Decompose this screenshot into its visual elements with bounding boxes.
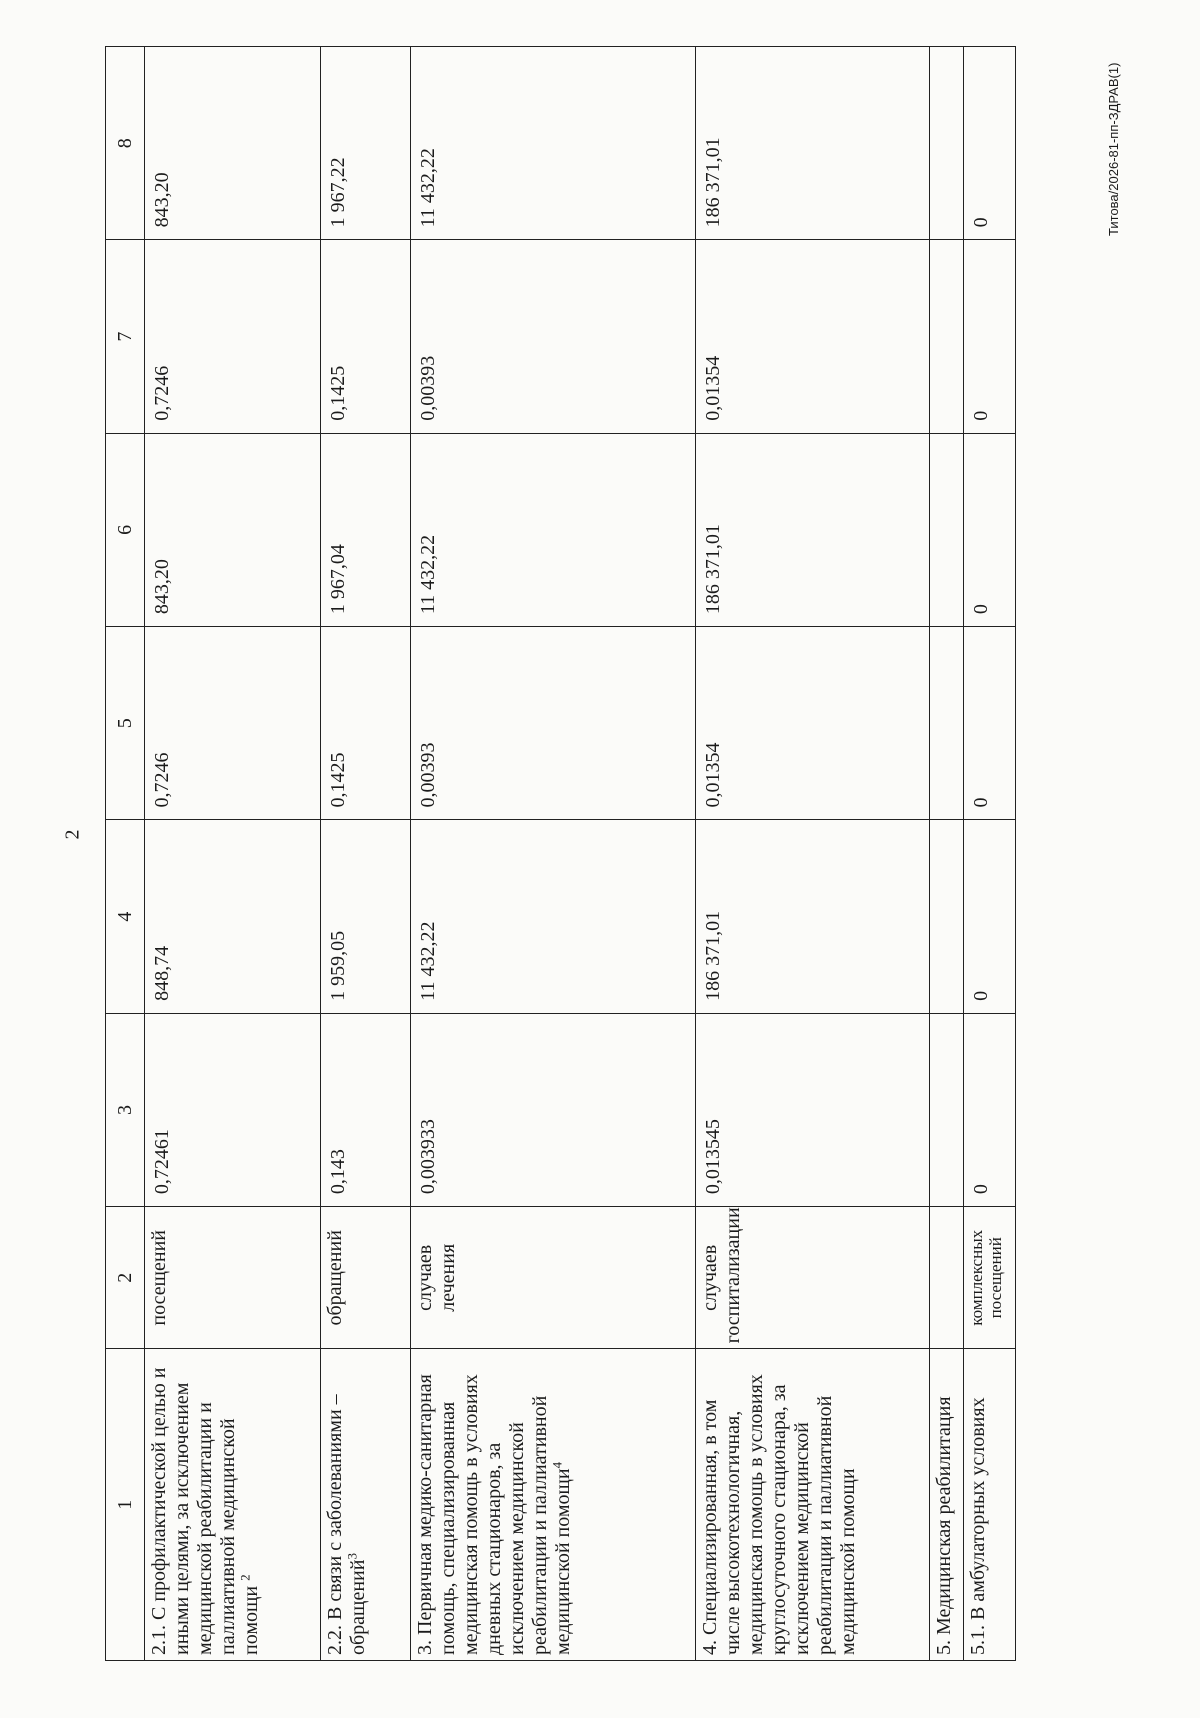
- footnote-ref: 4: [549, 1461, 565, 1469]
- row-label: 2.1. С профилактической целью и иными целями, за исключением медицинской реабилитации и паллиативной медицинской помощи $^2$: [145, 1349, 321, 1661]
- row-label: 5.1. В амбулаторных условиях: [964, 1349, 1016, 1661]
- value-cell: 0,013545: [696, 1013, 930, 1206]
- footnote-ref: 3: [344, 1553, 360, 1560]
- table-row: [696, 47, 930, 1661]
- row-label: 3. Первичная медико-санитарная помощь, специализированная медицинская помощь в условиях дневных стационаров, за исключением медицинской реабилитации и паллиативной медицинской помощи$^4$: [411, 1349, 696, 1661]
- table-row: [930, 47, 964, 1661]
- table-row: [964, 47, 1016, 1661]
- unit-cell: случаев лечения: [411, 1207, 696, 1349]
- header-cell: 2: [106, 1207, 145, 1349]
- document-code: Титова/2026-81-пп-ЗДРАВ(1): [1106, 62, 1121, 236]
- value-cell: 11 432,22: [411, 820, 696, 1013]
- table-header-row: [106, 47, 145, 1661]
- value-cell: 0,00393: [411, 627, 696, 820]
- value-cell: 0,143: [321, 1013, 411, 1206]
- header-cell: 8: [106, 47, 145, 240]
- value-cell: 0: [964, 627, 1016, 820]
- table-row: [321, 47, 411, 1661]
- table-row: [145, 47, 321, 1661]
- value-cell: 0: [964, 433, 1016, 626]
- value-cell: 0,7246: [145, 240, 321, 433]
- value-cell: 0,72461: [145, 1013, 321, 1206]
- value-cell: 11 432,22: [411, 433, 696, 626]
- value-cell: 0: [964, 820, 1016, 1013]
- value-cell: 186 371,01: [696, 820, 930, 1013]
- value-cell: 0,00393: [411, 240, 696, 433]
- value-cell: [930, 1013, 964, 1206]
- value-cell: 11 432,22: [411, 47, 696, 240]
- value-cell: 186 371,01: [696, 47, 930, 240]
- value-cell: 0: [964, 47, 1016, 240]
- value-cell: [930, 627, 964, 820]
- tariff-table: [105, 46, 1016, 1661]
- value-cell: 0,1425: [321, 627, 411, 820]
- value-cell: 186 371,01: [696, 433, 930, 626]
- value-cell: 0,7246: [145, 627, 321, 820]
- table-row: [411, 47, 696, 1661]
- unit-cell: комплексных посещений: [964, 1207, 1016, 1349]
- value-cell: 1 967,22: [321, 47, 411, 240]
- value-cell: 848,74: [145, 820, 321, 1013]
- unit-cell: обращений: [321, 1207, 411, 1349]
- rotated-table-container: [105, 46, 1012, 1661]
- value-cell: 0,01354: [696, 627, 930, 820]
- unit-cell: [930, 1207, 964, 1349]
- value-cell: [930, 433, 964, 626]
- page-number: 2: [61, 829, 84, 840]
- row-label: 5. Медицинская реабилитация: [930, 1349, 964, 1661]
- header-cell: 1: [106, 1349, 145, 1661]
- row-label: 4. Специализированная, в том числе высокотехнологичная, медицинская помощь в условиях круглосуточного стационара, за исключением медицинской реабилитации и паллиативной медицинской помощи: [696, 1349, 930, 1661]
- value-cell: 0: [964, 240, 1016, 433]
- value-cell: 0,003933: [411, 1013, 696, 1206]
- value-cell: [930, 47, 964, 240]
- header-cell: 5: [106, 627, 145, 820]
- value-cell: 843,20: [145, 433, 321, 626]
- row-label: 2.2. В связи с заболеваниями – обращений$^3$: [321, 1349, 411, 1661]
- value-cell: 843,20: [145, 47, 321, 240]
- value-cell: [930, 240, 964, 433]
- footnote-ref: 2: [237, 1574, 253, 1581]
- header-cell: 6: [106, 433, 145, 626]
- unit-cell: посещений: [145, 1207, 321, 1349]
- value-cell: 1 967,04: [321, 433, 411, 626]
- unit-cell: случаев госпитализации: [696, 1207, 930, 1349]
- header-cell: 7: [106, 240, 145, 433]
- value-cell: 1 959,05: [321, 820, 411, 1013]
- value-cell: [930, 820, 964, 1013]
- value-cell: 0,1425: [321, 240, 411, 433]
- value-cell: 0: [964, 1013, 1016, 1206]
- value-cell: 0,01354: [696, 240, 930, 433]
- header-cell: 3: [106, 1013, 145, 1206]
- header-cell: 4: [106, 820, 145, 1013]
